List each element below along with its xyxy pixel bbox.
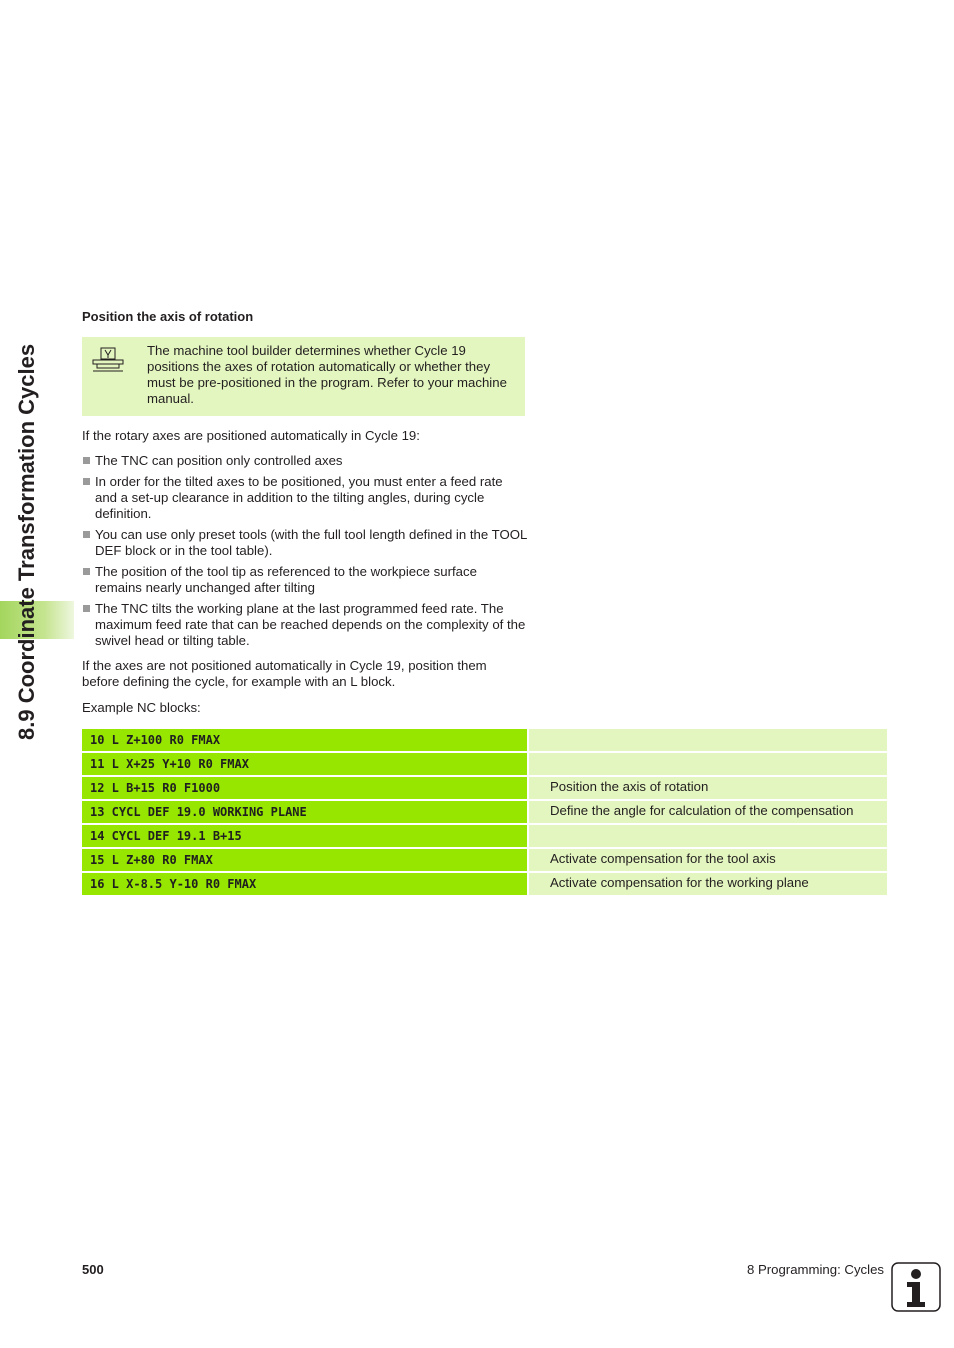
nc-code-cell: 12 L B+15 R0 F1000	[82, 777, 527, 799]
chapter-footer: 8 Programming: Cycles	[746, 1262, 884, 1277]
nc-comment-cell	[529, 753, 887, 775]
bullet-square-icon	[83, 457, 90, 464]
list-item: The TNC tilts the working plane at the last programmed feed rate. The maximum feed rate that can be reached depends on the complexity of the swivel head or tilting table.	[82, 601, 527, 649]
table-row	[82, 753, 887, 775]
list-item: The TNC can position only controlled axes	[82, 453, 527, 469]
nc-comment-cell: Activate compensation for the tool axis	[529, 849, 887, 871]
nc-code-cell: 10 L Z+100 R0 FMAX	[82, 729, 527, 751]
nc-comment-cell: Define the angle for calculation of the compensation	[529, 801, 887, 823]
table-row	[82, 729, 887, 751]
section-side-title: 8.9 Coordinate Transformation Cycles	[14, 343, 39, 740]
list-item: You can use only preset tools (with the full tool length defined in the TOOL DEF block or in the tool table).	[82, 527, 527, 559]
nc-code-cell: 14 CYCL DEF 19.1 B+15	[82, 825, 527, 847]
page-number: 500	[82, 1262, 104, 1277]
bullet-square-icon	[83, 605, 90, 612]
manual-positioning-paragraph: If the axes are not positioned automatically in Cycle 19, position them before defining the cycle, for example with an L block.	[82, 658, 487, 689]
table-row	[82, 873, 887, 895]
bullet-square-icon	[83, 478, 90, 485]
nc-comment-cell	[529, 825, 887, 847]
list-item: The position of the tool tip as referenced to the workpiece surface remains nearly unchanged after tilting	[82, 564, 527, 596]
nc-comment-cell: Activate compensation for the working plane	[529, 873, 887, 895]
bullet-square-icon	[83, 568, 90, 575]
intro-paragraph: If the rotary axes are positioned automatically in Cycle 19:	[82, 428, 420, 443]
table-row	[82, 777, 887, 799]
list-item: In order for the tilted axes to be positioned, you must enter a feed rate and a set-up clearance in addition to the tilting angles, during cycle definition.	[82, 474, 527, 522]
nc-comment-cell: Position the axis of rotation	[529, 777, 887, 799]
example-label: Example NC blocks:	[82, 700, 201, 715]
nc-code-cell: 13 CYCL DEF 19.0 WORKING PLANE	[82, 801, 527, 823]
nc-code-cell: 15 L Z+80 R0 FMAX	[82, 849, 527, 871]
nc-code-cell: 11 L X+25 Y+10 R0 FMAX	[82, 753, 527, 775]
section-heading: Position the axis of rotation	[82, 309, 254, 324]
table-row	[82, 825, 887, 847]
note-box	[82, 337, 525, 416]
table-row	[82, 849, 887, 871]
nc-code-cell: 16 L X-8.5 Y-10 R0 FMAX	[82, 873, 527, 895]
table-row	[82, 801, 887, 823]
bullet-list	[82, 453, 527, 654]
info-icon	[891, 1262, 941, 1312]
nc-comment-cell	[529, 729, 887, 751]
nc-blocks-table	[82, 729, 887, 897]
bullet-square-icon	[83, 531, 90, 538]
machine-tool-icon	[92, 347, 124, 373]
note-text: The machine tool builder determines whether Cycle 19 positions the axes of rotation automatically or whether they must be pre-positioned in the program. Refer to your machine manual.	[147, 343, 507, 406]
